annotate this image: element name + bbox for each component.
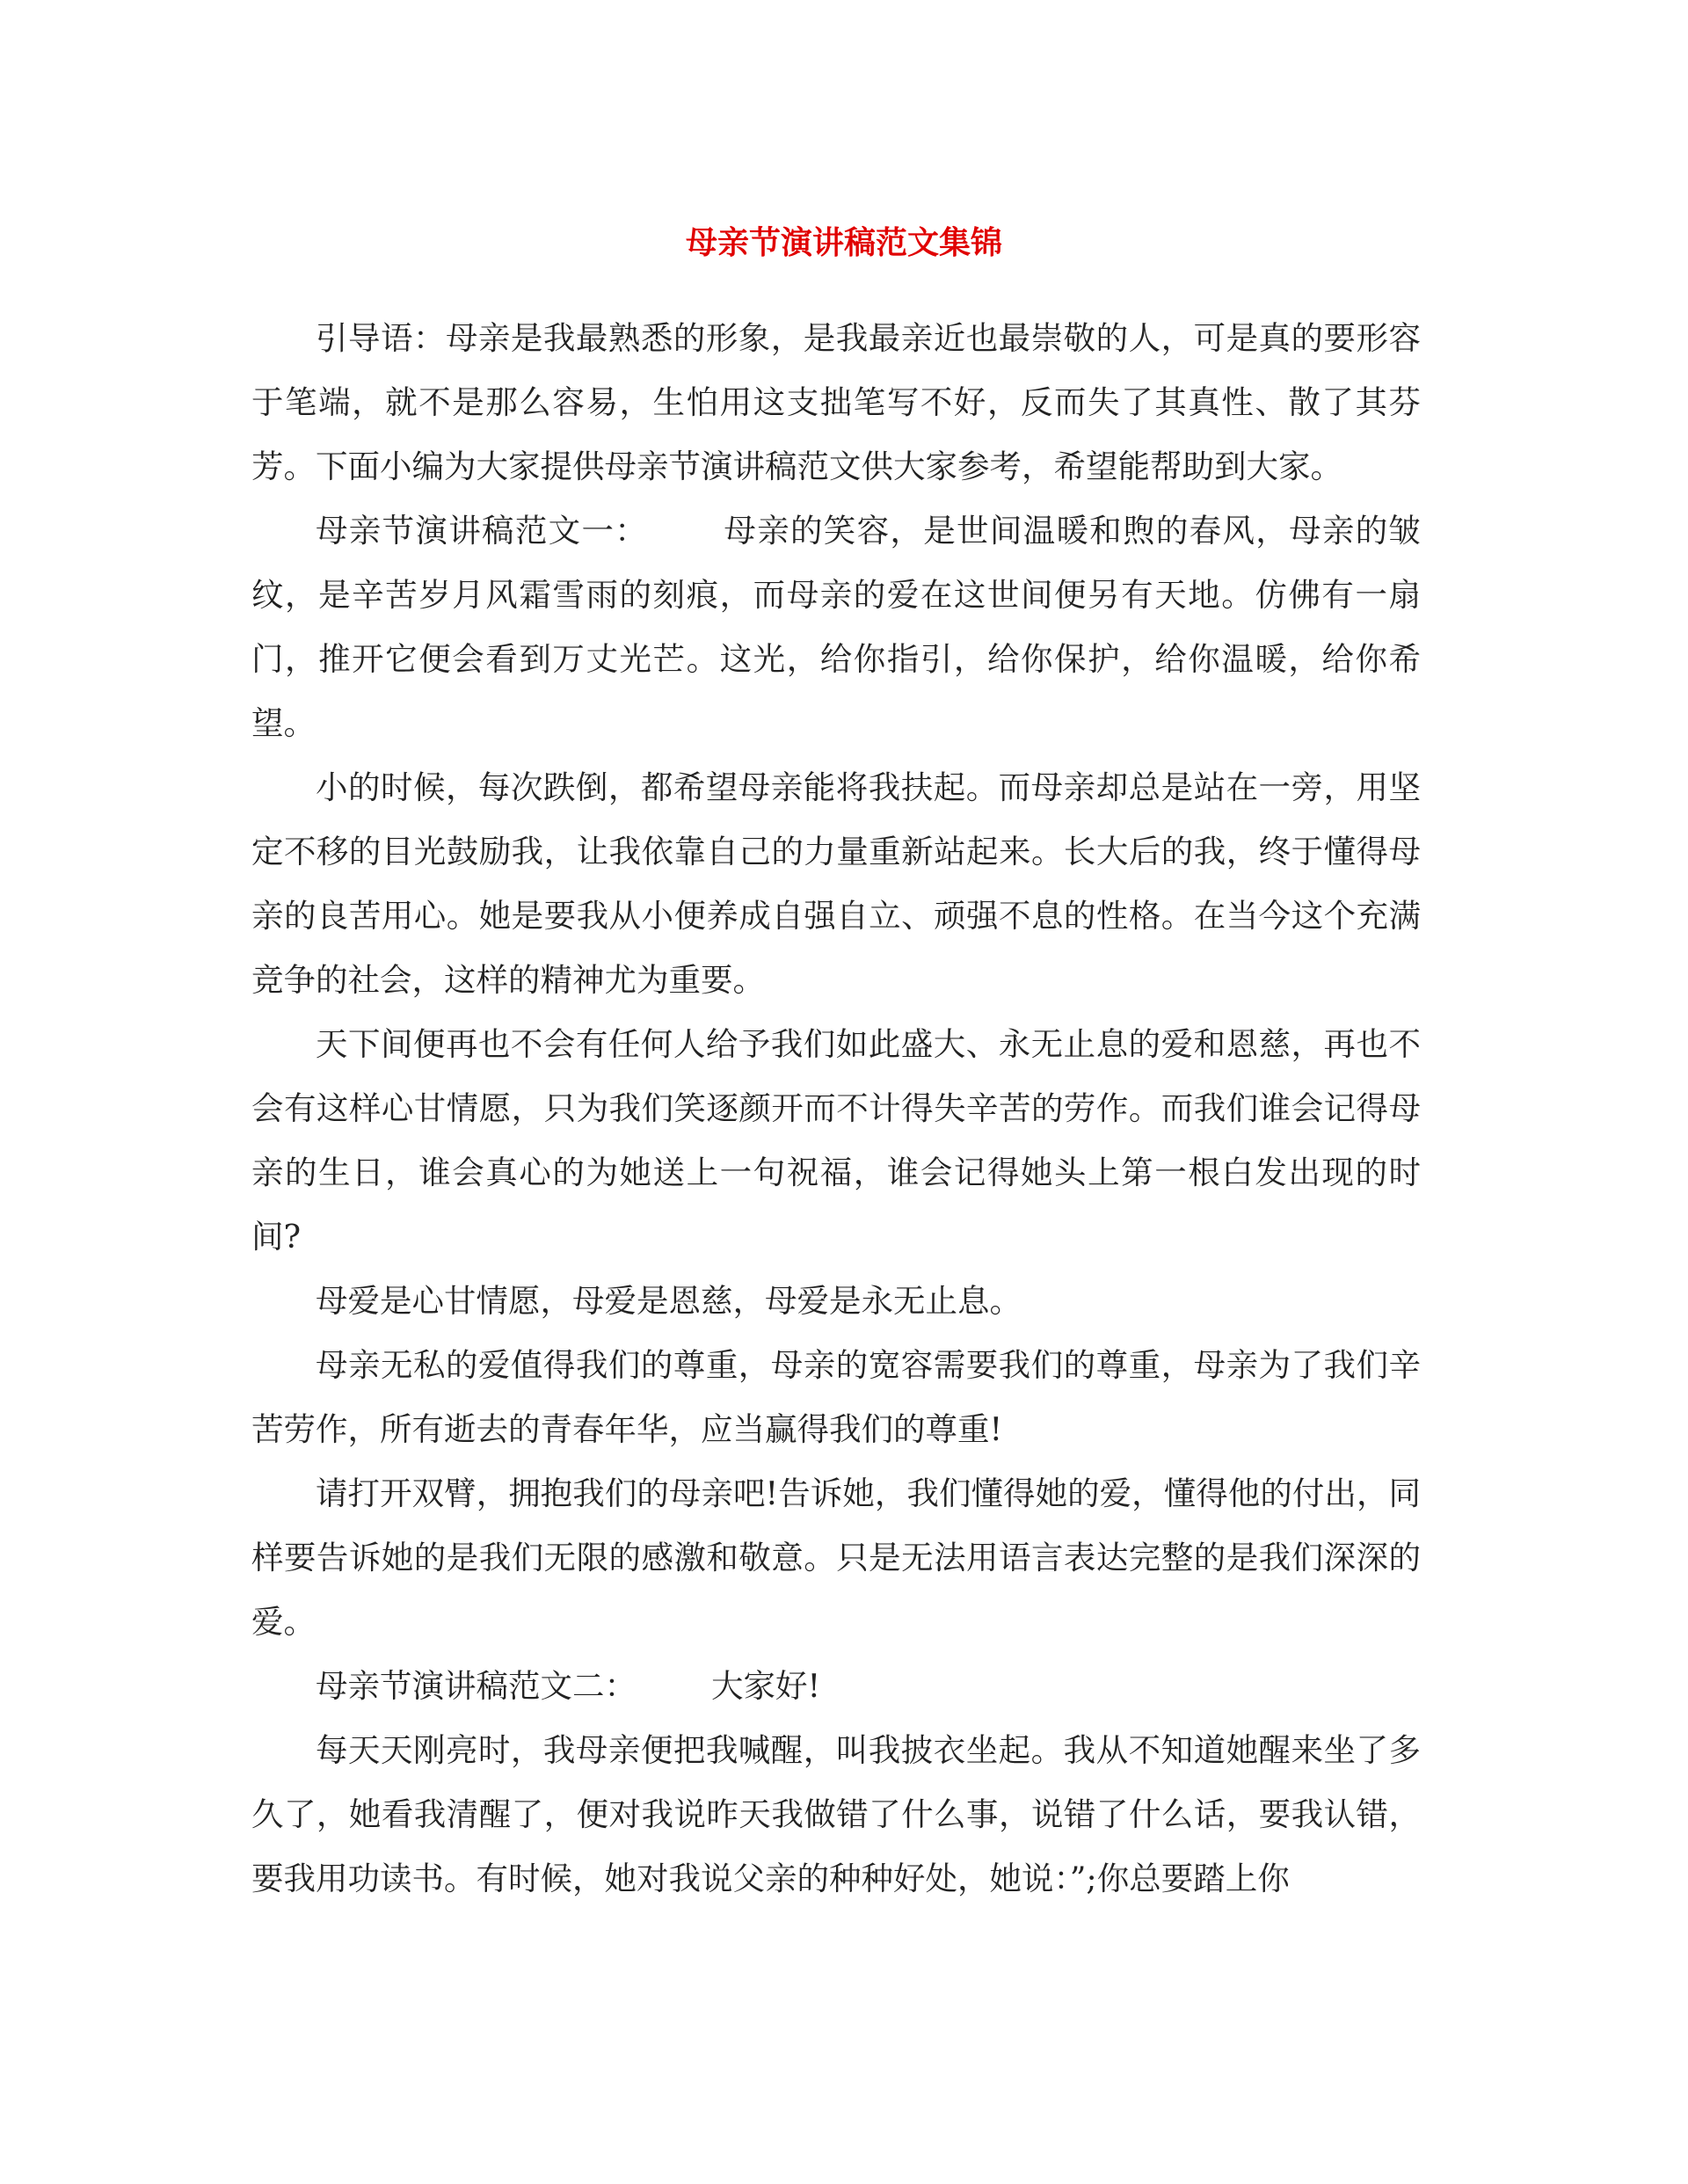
paragraph-respect: 母亲无私的爱值得我们的尊重，母亲的宽容需要我们的尊重，母亲为了我们辛苦劳作，所有逝去的青春年华，应当赢得我们的尊重! (251, 1346, 1421, 1448)
paragraph-sample-one (251, 499, 1421, 755)
sample-two-label: 母亲节演讲稿范文二： (316, 1667, 637, 1705)
paragraph-childhood: 小的时候，每次跌倒，都希望母亲能将我扶起。而母亲却总是站在一旁，用坚定不移的目光鼓励我，让我依靠自己的力量重新站起来。长大后的我，终于懂得母亲的良苦用心。她是要我从小便养成自强自立、顽强不息的性格。在当今这个充满竞争的社会，这样的精神尤为重要。 (251, 768, 1421, 999)
paragraph-morning: 每天天刚亮时，我母亲便把我喊醒，叫我披衣坐起。我从不知道她醒来坐了多久了，她看我清醒了，便对我说昨天我做错了什么事，说错了什么话，要我认错，要我用功读书。有时候，她对我说父亲的种种好处，她说：”;你总要踏上你 (251, 1731, 1421, 1897)
page-title: 母亲节演讲稿范文集锦 (685, 224, 1002, 261)
paragraph-mother-love: 天下间便再也不会有任何人给予我们如此盛大、永无止息的爱和恩慈，再也不会有这样心甘情愿，只为我们笑逐颜开而不计得失辛苦的劳作。而我们谁会记得母亲的生日，谁会真心的为她送上一句祝福，谁会记得她头上第一根白发出现的时间? (251, 1025, 1421, 1256)
paragraph-embrace: 请打开双臂，拥抱我们的母亲吧!告诉她，我们懂得她的爱，懂得他的付出，同样要告诉她的是我们无限的感激和敬意。只是无法用语言表达完整的是我们深深的爱。 (251, 1474, 1421, 1641)
sample-one-label: 母亲节演讲稿范文一： (316, 512, 649, 550)
paragraph-intro: 引导语：母亲是我最熟悉的形象，是我最亲近也最崇敬的人，可是真的要形容于笔端，就不是那么容易，生怕用这支拙笔写不好，反而失了其真性、散了其芬芳。下面小编为大家提供母亲节演讲稿范文供大家参考，希望能帮助到大家。 (251, 319, 1421, 485)
paragraph-summary: 母爱是心甘情愿，母爱是恩慈，母爱是永无止息。 (316, 1282, 1022, 1320)
document-body (251, 306, 1421, 1911)
sample-two-text: 大家好! (711, 1667, 821, 1705)
paragraph-sample-two (251, 1654, 1421, 1718)
sample-one-text: 母亲的笑容，是世间温暖和煦的春风，母亲的皱纹，是辛苦岁月风霜雪雨的刻痕，而母亲的爱在这世间便另有天地。仿佛有一扇门，推开它便会看到万丈光芒。这光，给你指引，给你保护，给你温暖，给你希望。 (251, 512, 1422, 742)
